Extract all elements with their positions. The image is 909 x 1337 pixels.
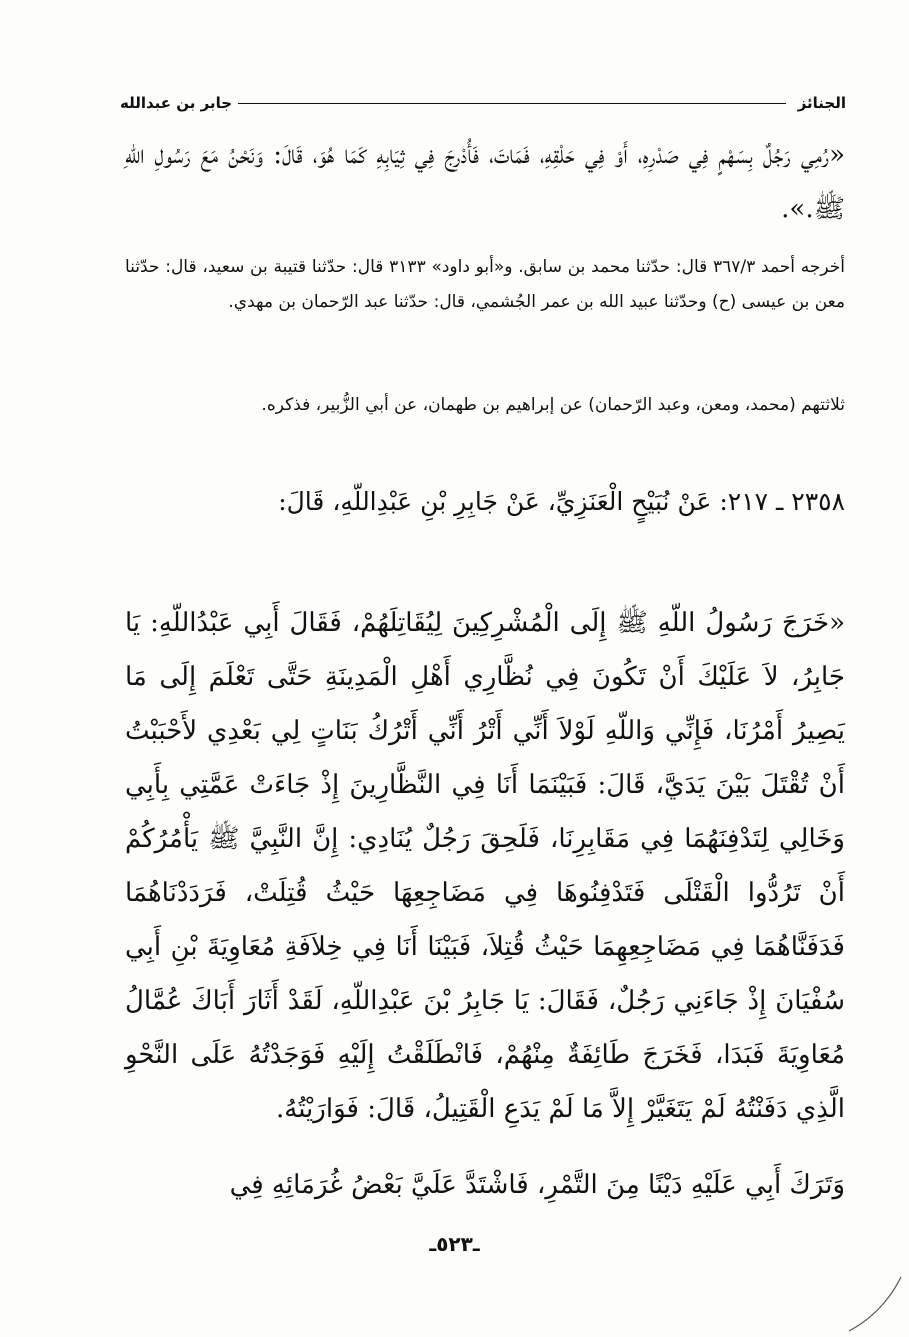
- page-corner-curl: [843, 1273, 903, 1333]
- hadith-number-heading: ٢٣٥٨ ـ ٢١٧: عَنْ نُبَيْحٍ الْعَنَزِيِّ، عَنْ جَابِرِ بْنِ عَبْدِاللّهِ، قَالَ:: [278, 487, 845, 516]
- takhrij-note-1: [125, 250, 845, 380]
- takhrij-line-2: ثلاثتهم (محمد، ومعن، وعبد الرّحمان) عن إبراهيم بن طهمان، عن أبي الزُّبير، فذكره.: [261, 395, 845, 415]
- chapter-title: الجنائز: [792, 92, 846, 114]
- header-rule: [190, 103, 786, 104]
- hadith-main-text: «خَرَجَ رَسُولُ اللّهِ ﷺ إِلَى الْمُشْرِكِينَ لِيُقَاتِلَهُمْ، فَقَالَ أَبِي عَبْدُاللّهِ: يَا جَابِرُ، لاَ عَلَيْكَ أَنْ تَكُونَ فِي نُظَّارِي أَهْلِ الْمَدِينَةِ حَتَّى تَعْلَمَ إِلَى مَا يَصِيرُ أَمْرُنَا، فَإِنِّي وَاللّهِ لَوْلاَ أَنِّي أَتْرُ أَنِّي أَتْرُكُ بَنَاتٍ لِي بَعْدِي لأَحْبَبْتُ أَنْ تُقْتَلَ بَيْنَ يَدَيَّ، قَالَ: فَبَيْنَمَا أَنَا فِي النَّظَّارِينَ إِذْ جَاءَتْ عَمَّتِي بِأَبِي وَخَالِي لِتَدْفِنَهُمَا فِي مَقَابِرِنَا، فَلَحِقَ رَجُلٌ يُنَادِي: إِنَّ النَّبِيَّ ﷺ يَأْمُرُكُمْ أَنْ تَرُدُّوا الْقَتْلَى فَتَدْفِنُوهَا فِي مَضَاجِعِهَا حَيْثُ قُتِلَتْ، فَرَدَدْنَاهُمَا فَدَفَنَّاهُمَا فِي مَضَاجِعِهِمَا حَيْثُ قُتِلاَ، فَبَيْنَا أَنَا فِي خِلاَفَةِ مُعَاوِيَةَ بْنِ أَبِي سُفْيَانَ إِذْ جَاءَنِي رَجُلٌ، فَقَالَ: يَا جَابِرُ بْنَ عَبْدِاللّهِ، لَقَدْ أَثَارَ أَبَاكَ عُمَّالُ مُعَاوِيَةَ فَبَدَا، فَخَرَجَ طَائِفَةٌ مِنْهُمْ، فَانْطَلَقْتُ إِلَيْهِ فَوَجَدْتُهُ عَلَى النَّحْوِ الَّذِي دَفَنْتُهُ لَمْ يَتَغَيَّرْ إِلاَّ مَا لَمْ يَدَعِ الْقَتِيلُ، قَالَ: فَوَارَيْتُهُ.: [125, 608, 845, 1124]
- takhrij-note-2: [125, 388, 845, 468]
- hadith-top-text: «رُمِي رَجُلٌ بِسَهْمٍ فِي صَدْرِهِ، أَوْ فِي حَلْقِهِ، فَمَاتَ، فَأُدْرِجَ فِي ثِيَابِهِ كَمَا هُوَ، قَالَ: وَنَحْنُ مَعَ رَسُولِ اللهِ ﷺ.».: [125, 140, 845, 224]
- running-header: [120, 92, 846, 118]
- page-number: ـ٥٢٣ـ: [429, 1232, 480, 1256]
- takhrij-line-1: أخرجه أحمد ٣٦٧/٣ قال: حدّثنا محمد بن سابق. و«أبو داود» ٣١٣٣ قال: حدّثنا قتيبة بن سعيد، قال: حدّثنا معن بن عيسى (ح) وحدّثنا عبيد الله بن عمر الجُشمي، قال: حدّثنا عبد الرّحمان بن مهدي.: [125, 257, 845, 312]
- hadith-continuation-text: وَتَرَكَ أَبِي عَلَيْهِ دَيْنًا مِنَ التَّمْرِ، فَاشْتَدَّ عَلَيَّ بَعْضُ غُرَمَائِهِ فِي: [229, 1170, 845, 1200]
- companion-name: جابر بن عبدالله: [120, 92, 238, 114]
